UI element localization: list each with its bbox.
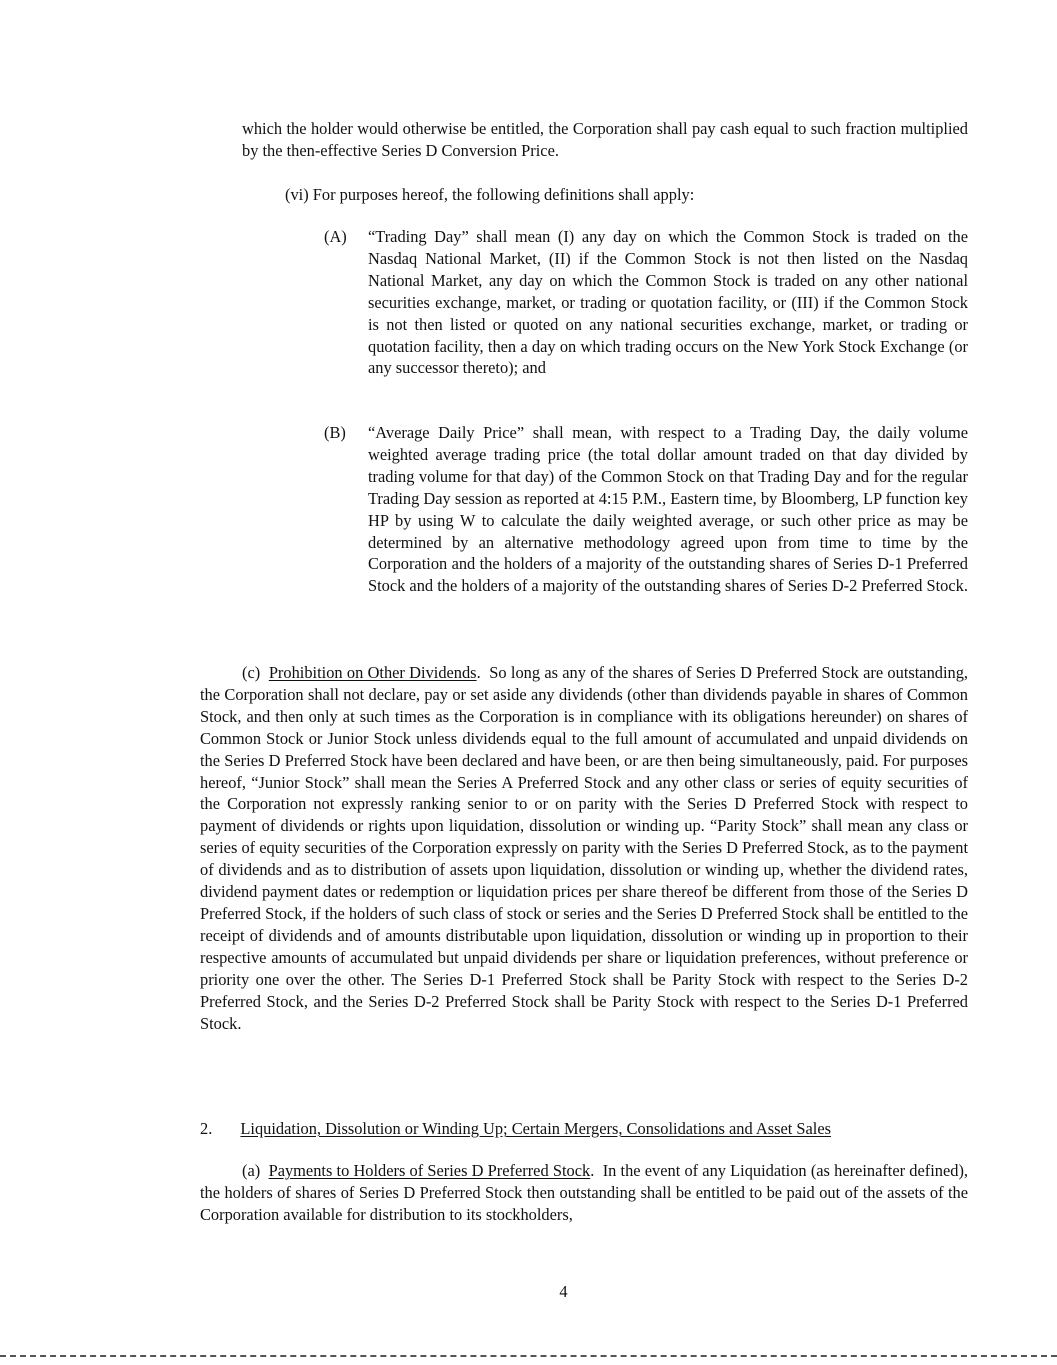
subsection-vi <box>285 184 968 206</box>
continuation-text: which the holder would otherwise be entitled, the Corporation shall pay cash equal to such fraction multiplied by the then-effective Series D Conversion Price. <box>242 119 968 160</box>
footer-rule <box>0 1355 1057 1357</box>
definition-a-text: “Trading Day” shall mean (I) any day on which the Common Stock is traded on the Nasdaq National Market, (II) if the Common Stock is not then listed on the Nasdaq National Market, any day on which the Common Stock is traded on any other national securities exchange, market, or trading or quotation facility, or (III) if the Common Stock is not then listed or quoted on any national securities exchange, market, or trading or quotation facility, then a day on which trading occurs on the New York Stock Exchange (or any successor thereto); and <box>368 227 968 378</box>
page-number: 4 <box>559 1282 568 1301</box>
paragraph-c-heading: Prohibition on Other Dividends <box>268 663 477 682</box>
paragraph-c-text: So long as any of the shares of Series D Preferred Stock are outstanding, the Corporation shall not declare, pay or set aside any dividends (other than dividends payable in shares of Common Stock, and then only at such times as the Corporation is in compliance with its obligations hereunder) on shares of Common Stock or Junior Stock unless dividends equal to the full amount of accumulated and unpaid dividends on the Series D Preferred Stock have been declared and have been, or are then being simultaneously, paid. For purposes hereof, “Junior Stock” shall mean the Series A Preferred Stock and any other class or series of equity securities of the Corporation not expressly ranking senior to or on parity with the Series D Preferred Stock with respect to payment of dividends or rights upon liquidation, dissolution or winding up. “Parity Stock” shall mean any class or series of equity securities of the Corporation expressly on parity with the Series D Preferred Stock, as to the payment of dividends and as to distribution of assets upon liquidation, dissolution or winding up, whether the dividend rates, dividend payment dates or redemption or liquidation prices per share thereof be different from those of the Series D Preferred Stock, if the holders of such class of stock or series and the Series D Preferred Stock shall be entitled to the receipt of dividends and of amounts distributable upon liquidation, dissolution or winding up in proportion to their respective amounts of accumulated but unpaid dividends per share or liquidation preferences, without preference or priority one over the other. The Series D-1 Preferred Stock shall be Parity Stock with respect to the Series D-2 Preferred Stock, and the Series D-2 Preferred Stock shall be Parity Stock with respect to the Series D-1 Preferred Stock. <box>200 663 969 1033</box>
definition-a-label: (A) <box>324 227 347 246</box>
paragraph-a-text: In the event of any Liquidation (as hereinafter defined), the holders of shares of Series D Preferred Stock then outstanding shall be entitled to be paid out of the assets of the Corporation available for distribution to its stockholders, <box>200 1161 968 1224</box>
subsection-vi-text: For purposes hereof, the following definitions shall apply: <box>312 185 695 204</box>
paragraph-c: (c) Prohibition on Other Dividends. So long as any of the shares of Series D Preferred Stock are outstanding, the Corporation shall not declare, pay or set aside any dividends (other than dividends payable in shares of Common Stock, and then only at such times as the Corporation is in compliance with its obligations hereunder) on shares of Common Stock or Junior Stock unless dividends equal to the full amount of accumulated and unpaid dividends on the Series D Preferred Stock have been declared and have been, or are then being simultaneously, paid. For purposes hereof, “Junior Stock” shall mean the Series A Preferred Stock and any other class or series of equity securities of the Corporation not expressly ranking senior to or on parity with the Series D Preferred Stock with respect to payment of dividends or rights upon liquidation, dissolution or winding up. “Parity Stock” shall mean any class or series of equity securities of the Corporation expressly on parity with the Series D Preferred Stock, as to the payment of dividends and as to distribution of assets upon liquidation, dissolution or winding up, whether the dividend rates, dividend payment dates or redemption or liquidation prices per share thereof be different from those of the Series D Preferred Stock, if the holders of such class of stock or series and the Series D Preferred Stock shall be entitled to the receipt of dividends and of amounts distributable upon liquidation, dissolution or winding up in proportion to their respective amounts of accumulated but unpaid dividends per share or liquidation preferences, without preference or priority one over the other. The Series D-1 Preferred Stock shall be Parity Stock with respect to the Series D-2 Preferred Stock, and the Series D-2 Preferred Stock shall be Parity Stock with respect to the Series D-1 Preferred Stock. <box>200 663 969 1033</box>
section-2-number: 2. <box>200 1119 213 1138</box>
definition-b-label: (B) <box>324 423 346 442</box>
subsection-vi-label: (vi) <box>285 185 309 204</box>
section-2-title: Liquidation, Dissolution or Winding Up; Certain Mergers, Consolidations and Asset Sales <box>240 1119 831 1138</box>
section-2-heading <box>200 1118 968 1140</box>
paragraph-a-heading: Payments to Holders of Series D Preferred Stock <box>268 1161 591 1180</box>
definition-b <box>324 422 968 597</box>
definition-a <box>324 226 968 379</box>
paragraph-a: (a) Payments to Holders of Series D Preferred Stock. In the event of any Liquidation (as hereinafter defined), the holders of shares of Series D Preferred Stock then outstanding shall be entitled to be paid out of the assets of the Corporation available for distribution to its stockholders, <box>200 1161 968 1224</box>
paragraph-c-label: (c) <box>242 663 261 682</box>
paragraph-a-label: (a) <box>242 1161 261 1180</box>
definition-b-text: “Average Daily Price” shall mean, with respect to a Trading Day, the daily volume weighted average trading price (the total dollar amount traded on that day divided by trading volume for that day) of the Common Stock on that Trading Day and for the regular Trading Day session as reported at 4:15 P.M., Eastern time, by Bloomberg, LP function key HP by using W to calculate the daily weighted average, or such other price as may be determined by an alternative methodology agreed upon from time to time by the Corporation and the holders of a majority of the outstanding shares of Series D-1 Preferred Stock and the holders of a majority of the outstanding shares of Series D-2 Preferred Stock. <box>368 423 968 596</box>
continuation-paragraph <box>242 118 968 162</box>
